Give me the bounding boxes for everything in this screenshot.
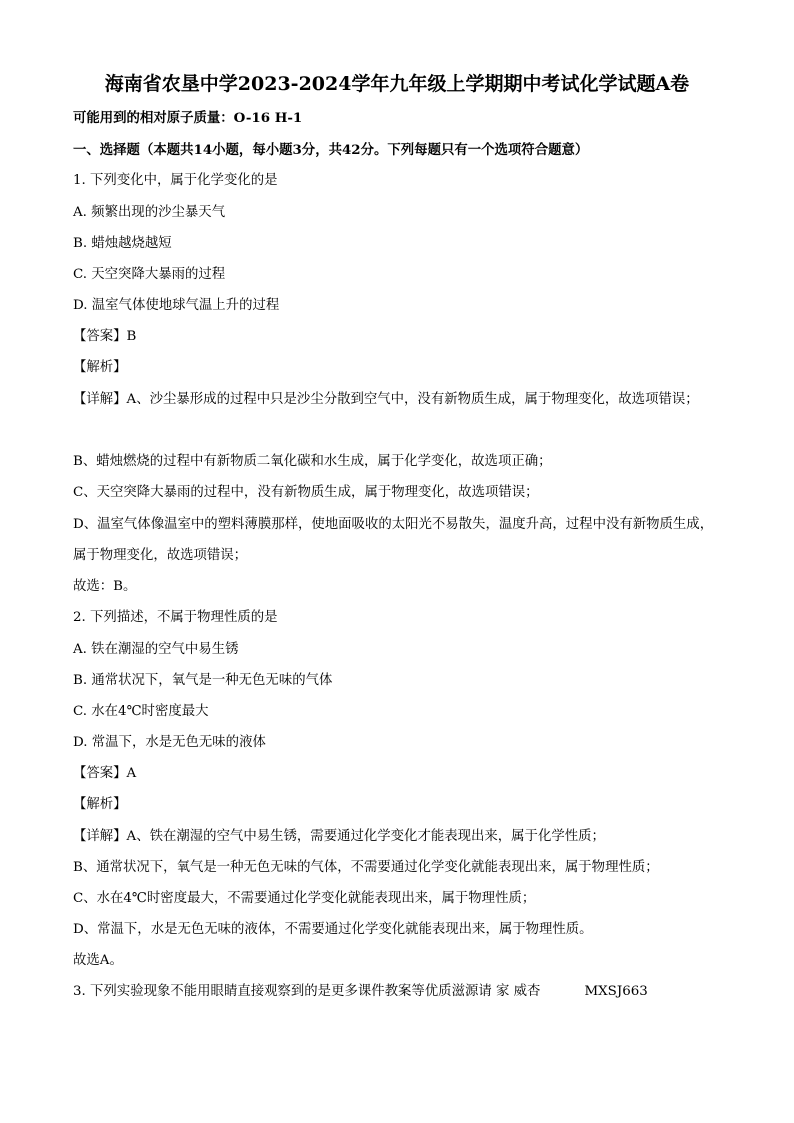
section-heading: 一、选择题（本题共14小题，每小题3分，共42分。下列每题只有一个选项符合题意） <box>73 142 589 158</box>
question-1-detail-b: B、蜡烛燃烧的过程中有新物质二氧化碳和水生成，属于化学变化，故选项正确； <box>73 454 552 469</box>
question-2-conclusion: 故选A。 <box>73 953 123 968</box>
question-2-detail-c: C、水在4℃时密度最大，不需要通过化学变化就能表现出来，属于物理性质； <box>73 891 536 906</box>
question-1-analysis-label: 【解析】 <box>73 360 127 375</box>
question-1-option-b: B. 蜡烛越烧越短 <box>73 236 172 251</box>
atomic-mass-line: 可能用到的相对原子质量：O-16 H-1 <box>73 110 303 126</box>
question-1-option-c: C. 天空突降大暴雨的过程 <box>73 267 226 282</box>
question-2-option-a: A. 铁在潮湿的空气中易生锈 <box>73 642 239 657</box>
question-3-code: MXSJ663 <box>584 984 648 999</box>
question-2-detail-a: 【详解】A、铁在潮湿的空气中易生锈，需要通过化学变化才能表现出来，属于化学性质； <box>73 829 605 844</box>
page-title: 海南省农垦中学2023-2024学年九年级上学期期中考试化学试题A卷 <box>104 73 690 95</box>
question-3-stem <box>73 982 648 1002</box>
question-1-stem: 1. 下列变化中，属于化学变化的是 <box>73 173 278 188</box>
question-3-stem-text: 3. 下列实验现象不能用眼睛直接观察到的是更多课件教案等优质滋源请 家 威杏 <box>73 984 541 999</box>
question-2-option-d: D. 常温下，水是无色无味的液体 <box>73 735 266 750</box>
question-2-answer: 【答案】A <box>73 766 137 781</box>
question-1-detail-d: D、温室气体像温室中的塑料薄膜那样，使地面吸收的太阳光不易散失，温度升高，过程中没有新物质生成，属于物理变化，故选项错误； <box>73 517 714 563</box>
question-2-detail-d: D、常温下，水是无色无味的液体，不需要通过化学变化就能表现出来，属于物理性质。 <box>73 922 593 937</box>
question-2-detail-b: B、通常状况下，氧气是一种无色无味的气体，不需要通过化学变化就能表现出来，属于物理性质； <box>73 860 659 875</box>
question-2-option-c: C. 水在4℃时密度最大 <box>73 704 209 719</box>
question-1-answer: 【答案】B <box>73 329 137 344</box>
question-2-option-b: B. 通常状况下，氧气是一种无色无味的气体 <box>73 673 333 688</box>
question-1-option-a: A. 频繁出现的沙尘暴天气 <box>73 205 226 220</box>
question-1-detail-a: 【详解】A、沙尘暴形成的过程中只是沙尘分散到空气中，没有新物质生成，属于物理变化，故选项错误； <box>73 392 699 407</box>
question-1-option-d: D. 温室气体使地球气温上升的过程 <box>73 298 280 313</box>
question-1-conclusion: 故选：B。 <box>73 579 137 594</box>
question-2-analysis-label: 【解析】 <box>73 797 127 812</box>
question-1-detail-c: C、天空突降大暴雨的过程中，没有新物质生成，属于物理变化，故选项错误； <box>73 485 539 500</box>
question-2-stem: 2. 下列描述，不属于物理性质的是 <box>73 610 278 625</box>
